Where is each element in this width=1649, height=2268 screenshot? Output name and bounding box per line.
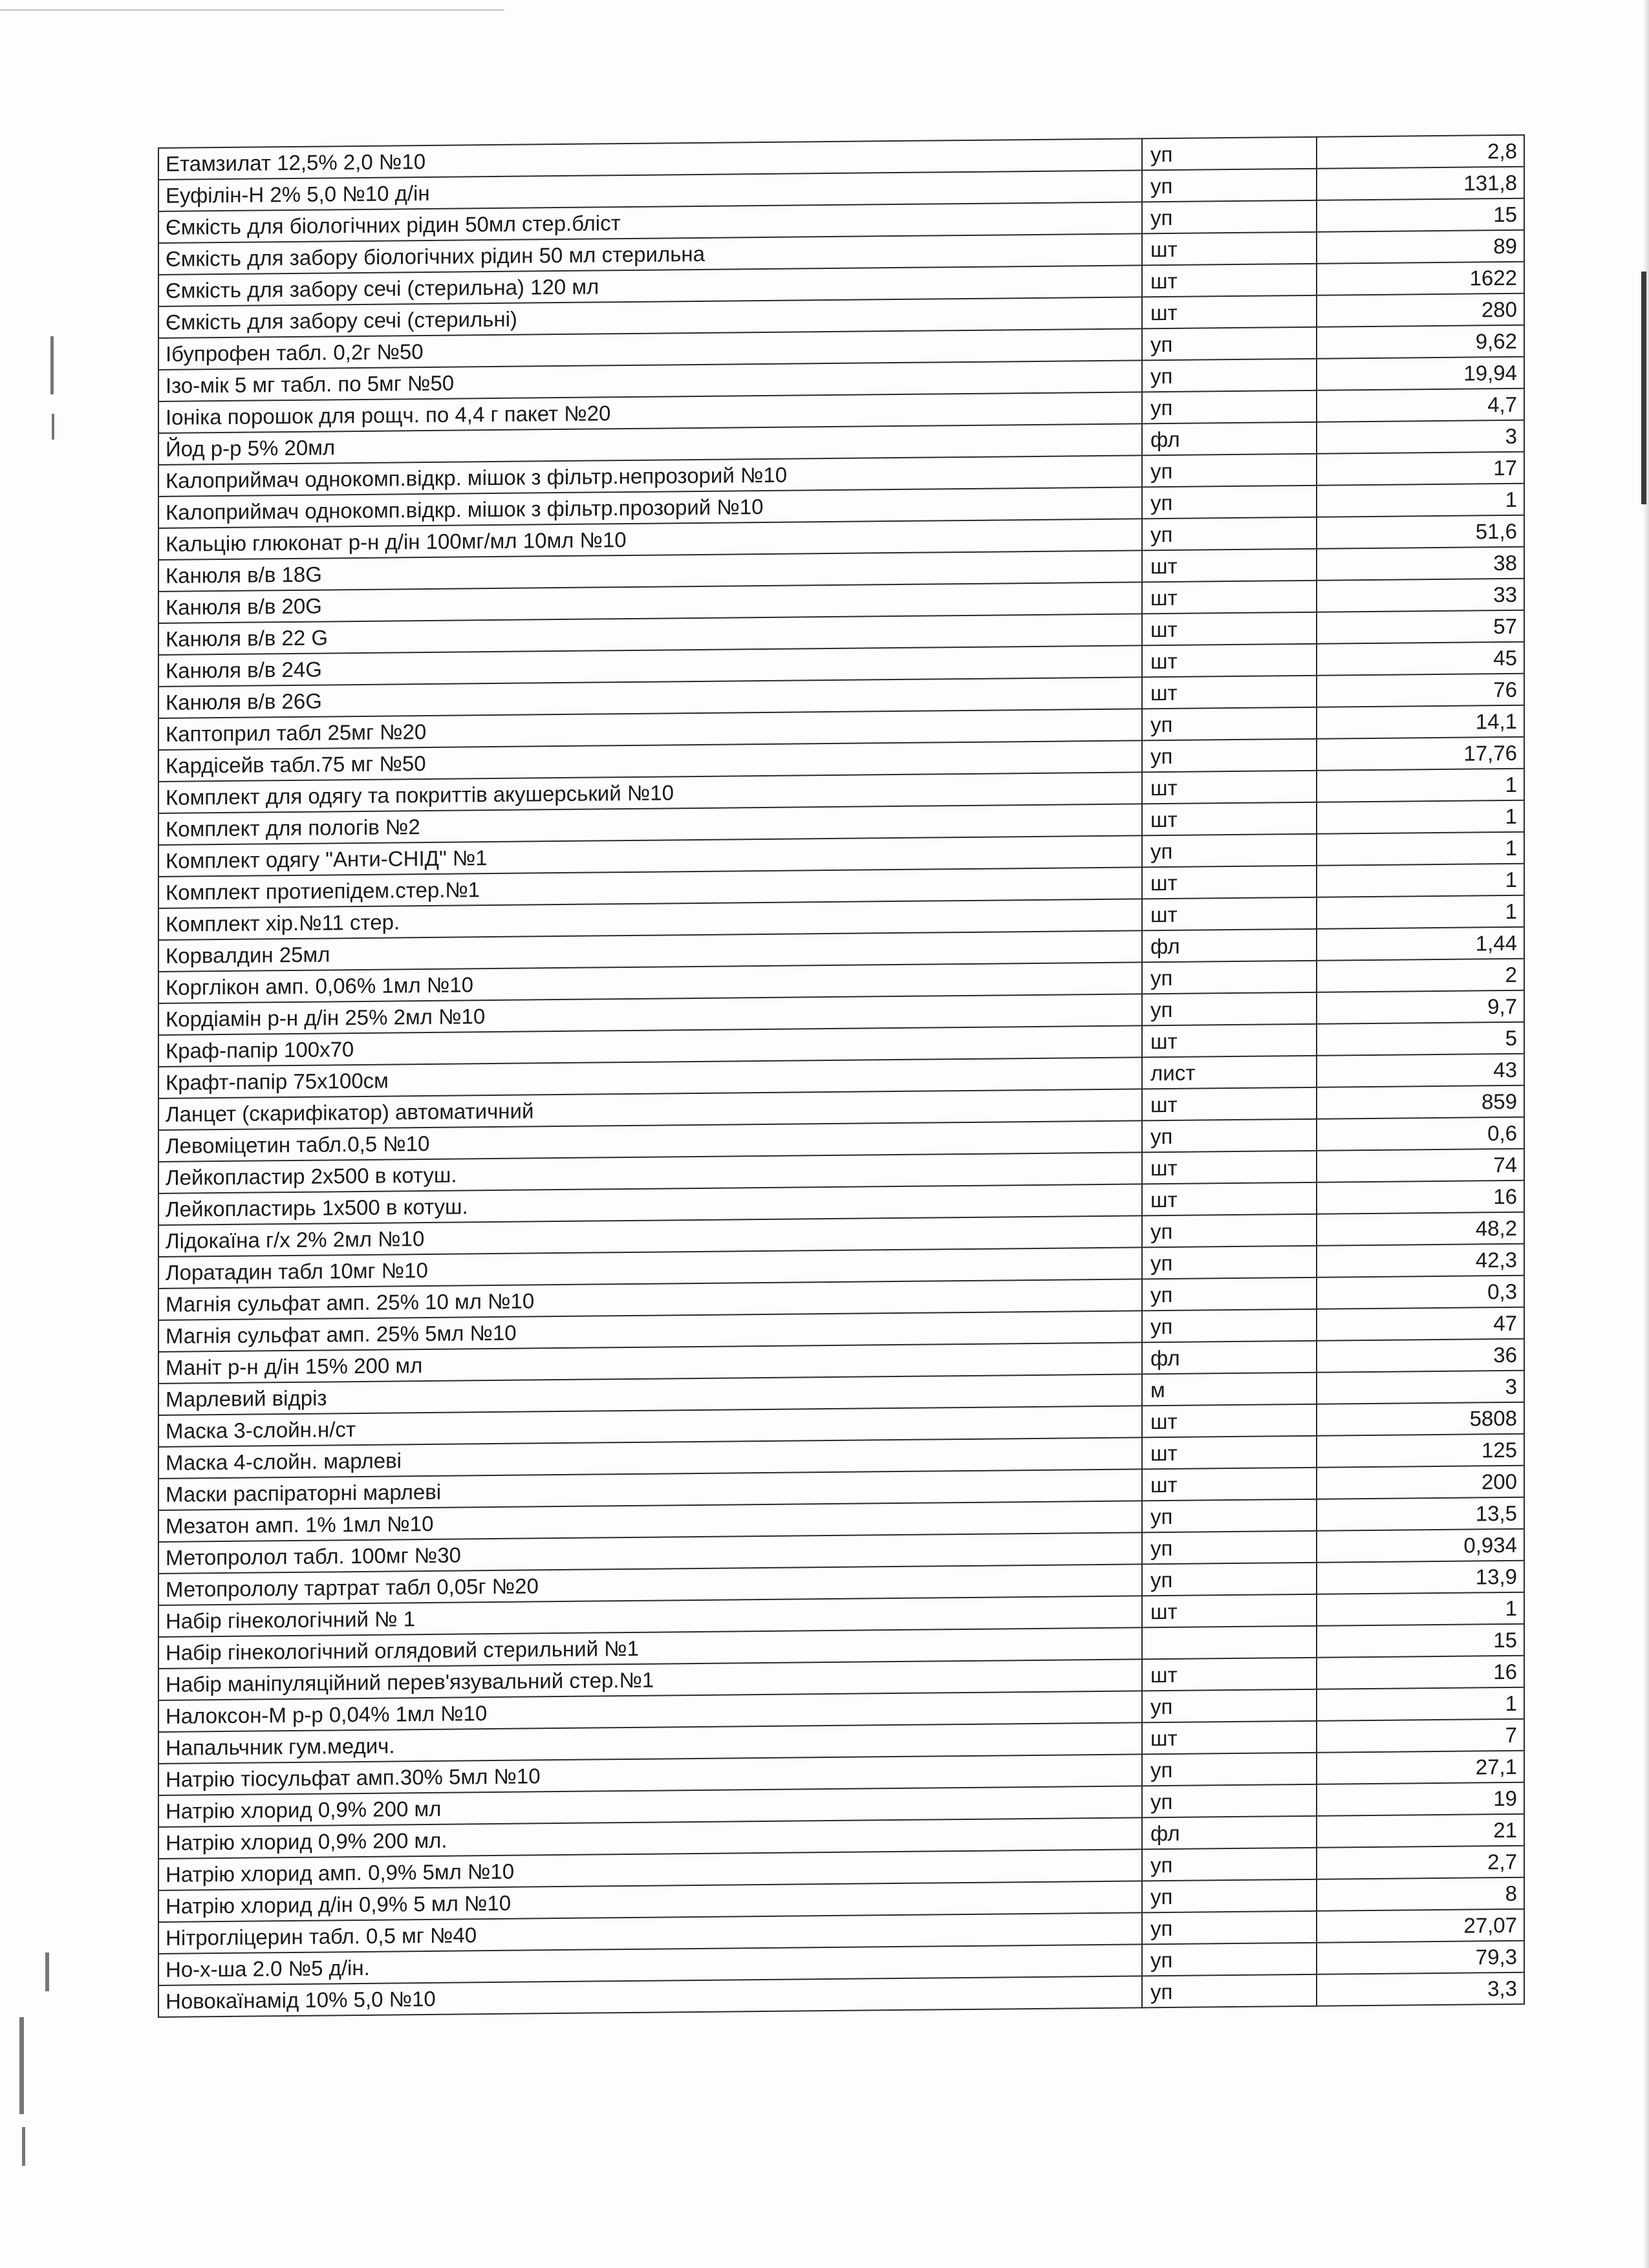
quantity-cell: 0,934 bbox=[1317, 1529, 1524, 1563]
item-name-cell: Натрію хлорид амп. 0,9% 5мл №10 bbox=[158, 1849, 1142, 1890]
quantity-cell: 19,94 bbox=[1317, 357, 1524, 390]
quantity-cell: 1 bbox=[1317, 832, 1524, 866]
quantity-cell: 7 bbox=[1317, 1719, 1524, 1753]
item-name-cell: Каптоприл табл 25мг №20 bbox=[158, 709, 1142, 750]
unit-cell: уп bbox=[1142, 200, 1317, 234]
item-name-cell: Набір гінекологічний № 1 bbox=[158, 1596, 1142, 1637]
quantity-cell: 36 bbox=[1317, 1339, 1524, 1373]
quantity-cell: 17 bbox=[1317, 452, 1524, 486]
scan-speck bbox=[22, 2127, 25, 2166]
item-name-cell: Лейкопластир 2х500 в котуш. bbox=[158, 1152, 1142, 1193]
unit-cell: уп bbox=[1142, 1278, 1317, 1311]
quantity-cell: 3,3 bbox=[1317, 1973, 1524, 2006]
quantity-cell: 200 bbox=[1317, 1466, 1524, 1499]
quantity-cell: 57 bbox=[1317, 610, 1524, 644]
quantity-cell: 74 bbox=[1317, 1149, 1524, 1182]
unit-cell: уп bbox=[1142, 992, 1317, 1026]
item-name-cell: Маска 3-слойн.н/ст bbox=[158, 1406, 1142, 1447]
quantity-cell: 1622 bbox=[1317, 262, 1524, 295]
unit-cell: шт bbox=[1142, 264, 1317, 297]
quantity-cell: 9,62 bbox=[1317, 325, 1524, 359]
item-name-cell: Еуфілін-Н 2% 5,0 №10 д/ін bbox=[158, 170, 1142, 211]
unit-cell: фл bbox=[1142, 1816, 1317, 1850]
item-name-cell: Кордіамін р-н д/ін 25% 2мл №10 bbox=[158, 994, 1142, 1035]
item-name-cell: Натрію хлорид 0,9% 200 мл. bbox=[158, 1817, 1142, 1859]
item-name-cell: Канюля в/в 26G bbox=[158, 677, 1142, 718]
item-name-cell: Ємкість для забору сечі (стерильні) bbox=[158, 297, 1142, 338]
item-name-cell: Лоратадин табл 10мг №10 bbox=[158, 1247, 1142, 1289]
inventory-table bbox=[158, 134, 1525, 2018]
unit-cell: шт bbox=[1142, 1024, 1317, 1058]
item-name-cell: Корвалдин 25мл bbox=[158, 930, 1142, 972]
quantity-cell: 0,3 bbox=[1317, 1276, 1524, 1309]
quantity-cell: 45 bbox=[1317, 642, 1524, 676]
item-name-cell: Нітрогліцерин табл. 0,5 мг №40 bbox=[158, 1912, 1142, 1954]
item-name-cell: Мезатон амп. 1% 1мл №10 bbox=[158, 1501, 1142, 1542]
scan-speck bbox=[19, 2017, 24, 2114]
inventory-table-wrapper bbox=[158, 134, 1524, 2018]
item-name-cell: Левоміцетин табл.0,5 №10 bbox=[158, 1120, 1142, 1162]
unit-cell: шт bbox=[1142, 1468, 1317, 1501]
unit-cell: уп bbox=[1142, 454, 1317, 487]
unit-cell: уп bbox=[1142, 1911, 1317, 1945]
item-name-cell: Натрію хлорид 0,9% 200 мл bbox=[158, 1786, 1142, 1827]
quantity-cell: 15 bbox=[1317, 198, 1524, 232]
quantity-cell: 27,1 bbox=[1317, 1751, 1524, 1784]
unit-cell: шт bbox=[1142, 612, 1317, 646]
item-name-cell: Натрію хлорид д/ін 0,9% 5 мл №10 bbox=[158, 1881, 1142, 1922]
quantity-cell: 3 bbox=[1317, 1371, 1524, 1404]
quantity-cell: 33 bbox=[1317, 579, 1524, 612]
quantity-cell: 43 bbox=[1317, 1054, 1524, 1087]
item-name-cell: Ізо-мік 5 мг табл. по 5мг №50 bbox=[158, 360, 1142, 401]
quantity-cell: 4,7 bbox=[1317, 389, 1524, 422]
item-name-cell: Маски распіраторні марлеві bbox=[158, 1469, 1142, 1510]
quantity-cell: 1 bbox=[1317, 1687, 1524, 1721]
unit-cell: уп bbox=[1142, 486, 1317, 519]
item-name-cell: Новокаїнамід 10% 5,0 №10 bbox=[158, 1976, 1142, 2017]
item-name-cell: Ємкість для біологічних рідин 50мл стер.бліст bbox=[158, 202, 1142, 243]
item-name-cell: Набір гінекологічний оглядовий стерильний №1 bbox=[158, 1627, 1142, 1669]
quantity-cell: 5 bbox=[1317, 1022, 1524, 1056]
unit-cell: шт bbox=[1142, 1436, 1317, 1470]
inventory-table-body bbox=[158, 135, 1524, 2017]
item-name-cell: Магнія сульфат амп. 25% 5мл №10 bbox=[158, 1311, 1142, 1352]
item-name-cell: Калоприймач однокомп.відкр. мішок з фільтр.прозорий №10 bbox=[158, 487, 1142, 528]
item-name-cell: Ібупрофен табл. 0,2г №50 bbox=[158, 328, 1142, 370]
unit-cell: фл bbox=[1142, 1341, 1317, 1375]
unit-cell: уп bbox=[1142, 1309, 1317, 1343]
unit-cell: уп bbox=[1142, 739, 1317, 773]
scan-artifact-top bbox=[0, 9, 504, 11]
item-name-cell: Магнія сульфат амп. 25% 10 мл №10 bbox=[158, 1279, 1142, 1320]
item-name-cell: Канюля в/в 22 G bbox=[158, 614, 1142, 655]
quantity-cell: 9,7 bbox=[1317, 990, 1524, 1024]
unit-cell: уп bbox=[1142, 1499, 1317, 1533]
item-name-cell: Маніт р-н д/ін 15% 200 мл bbox=[158, 1342, 1142, 1384]
scan-speck bbox=[45, 1952, 49, 1991]
unit-cell: уп bbox=[1142, 359, 1317, 392]
quantity-cell: 1 bbox=[1317, 800, 1524, 834]
unit-cell: фл bbox=[1142, 929, 1317, 963]
quantity-cell: 1 bbox=[1317, 484, 1524, 517]
unit-cell: уп bbox=[1142, 1531, 1317, 1565]
quantity-cell: 48,2 bbox=[1317, 1212, 1524, 1246]
unit-cell: уп bbox=[1142, 1879, 1317, 1913]
unit-cell: шт bbox=[1142, 581, 1317, 614]
quantity-cell: 1 bbox=[1317, 864, 1524, 897]
quantity-cell: 0,6 bbox=[1317, 1117, 1524, 1151]
item-name-cell: Лейкопластирь 1х500 в котуш. bbox=[158, 1184, 1142, 1225]
unit-cell: шт bbox=[1142, 1151, 1317, 1184]
unit-cell: лист bbox=[1142, 1056, 1317, 1089]
unit-cell: уп bbox=[1142, 834, 1317, 868]
unit-cell: уп bbox=[1142, 1689, 1317, 1723]
unit-cell: уп bbox=[1142, 961, 1317, 994]
unit-cell: уп bbox=[1142, 1563, 1317, 1596]
quantity-cell: 14,1 bbox=[1317, 705, 1524, 739]
item-name-cell: Налоксон-М р-р 0,04% 1мл №10 bbox=[158, 1691, 1142, 1732]
quantity-cell: 38 bbox=[1317, 547, 1524, 581]
item-name-cell: Іоніка порошок для рощч. по 4,4 г пакет №20 bbox=[158, 392, 1142, 433]
unit-cell: уп bbox=[1142, 1119, 1317, 1153]
quantity-cell: 16 bbox=[1317, 1181, 1524, 1214]
item-name-cell: Напальчник гум.медич. bbox=[158, 1722, 1142, 1764]
unit-cell: шт bbox=[1142, 1087, 1317, 1121]
unit-cell: уп bbox=[1142, 137, 1317, 171]
unit-cell: шт bbox=[1142, 232, 1317, 266]
unit-cell: шт bbox=[1142, 1658, 1317, 1691]
quantity-cell: 1 bbox=[1317, 895, 1524, 929]
quantity-cell: 1 bbox=[1317, 769, 1524, 802]
scan-artifact-mark bbox=[1641, 272, 1646, 504]
quantity-cell: 131,8 bbox=[1317, 167, 1524, 200]
quantity-cell: 79,3 bbox=[1317, 1941, 1524, 1974]
item-name-cell: Кардісейв табл.75 мг №50 bbox=[158, 740, 1142, 782]
unit-cell: шт bbox=[1142, 676, 1317, 709]
unit-cell: уп bbox=[1142, 1943, 1317, 1976]
quantity-cell: 5808 bbox=[1317, 1402, 1524, 1436]
item-name-cell: Метопролол табл. 100мг №30 bbox=[158, 1532, 1142, 1574]
unit-cell: уп bbox=[1142, 327, 1317, 361]
item-name-cell: Ланцет (скарифікатор) автоматичний bbox=[158, 1089, 1142, 1130]
unit-cell: уп bbox=[1142, 390, 1317, 424]
quantity-cell: 21 bbox=[1317, 1814, 1524, 1848]
item-name-cell: Комплект для одягу та покриттів акушерський №10 bbox=[158, 772, 1142, 813]
unit-cell: уп bbox=[1142, 1974, 1317, 2008]
item-name-cell: Канюля в/в 20G bbox=[158, 582, 1142, 623]
scan-speck bbox=[50, 336, 54, 394]
quantity-cell: 1,44 bbox=[1317, 927, 1524, 961]
quantity-cell: 125 bbox=[1317, 1434, 1524, 1468]
item-name-cell: Калоприймач однокомп.відкр. мішок з фільтр.непрозорий №10 bbox=[158, 455, 1142, 497]
item-name-cell: Натрію тіосульфат амп.30% 5мл №10 bbox=[158, 1754, 1142, 1795]
item-name-cell: Комплект одягу "Анти-СНІД" №1 bbox=[158, 835, 1142, 877]
unit-cell: шт bbox=[1142, 295, 1317, 329]
item-name-cell: Ємкість для забору біологічних рідин 50 мл стерильна bbox=[158, 233, 1142, 275]
item-name-cell: Комплект для пологів №2 bbox=[158, 804, 1142, 845]
quantity-cell: 13,9 bbox=[1317, 1561, 1524, 1594]
item-name-cell: Крафт-папір 75х100см bbox=[158, 1057, 1142, 1098]
unit-cell: уп bbox=[1142, 1784, 1317, 1818]
quantity-cell: 2,8 bbox=[1317, 135, 1524, 169]
item-name-cell: Комплект хір.№11 стер. bbox=[158, 899, 1142, 940]
item-name-cell: Но-х-ша 2.0 №5 д/ін. bbox=[158, 1944, 1142, 1985]
item-name-cell: Марлевий відріз bbox=[158, 1374, 1142, 1415]
quantity-cell: 280 bbox=[1317, 294, 1524, 327]
item-name-cell: Комплект протиепідем.стер.№1 bbox=[158, 867, 1142, 908]
quantity-cell: 2 bbox=[1317, 959, 1524, 992]
quantity-cell: 13,5 bbox=[1317, 1497, 1524, 1531]
unit-cell: уп bbox=[1142, 1753, 1317, 1786]
quantity-cell: 89 bbox=[1317, 230, 1524, 264]
quantity-cell: 17,76 bbox=[1317, 737, 1524, 771]
scan-speck bbox=[52, 414, 54, 440]
item-name-cell: Метопрололу тартрат табл 0,05г №20 bbox=[158, 1564, 1142, 1605]
item-name-cell: Кальцію глюконат р-н д/ін 100мг/мл 10мл №10 bbox=[158, 519, 1142, 560]
quantity-cell: 8 bbox=[1317, 1878, 1524, 1911]
unit-cell: шт bbox=[1142, 644, 1317, 678]
quantity-cell: 42,3 bbox=[1317, 1244, 1524, 1278]
item-name-cell: Йод р-р 5% 20мл bbox=[158, 423, 1142, 465]
quantity-cell: 859 bbox=[1317, 1086, 1524, 1119]
item-name-cell: Краф-папір 100х70 bbox=[158, 1025, 1142, 1067]
unit-cell: шт bbox=[1142, 1594, 1317, 1628]
unit-cell: фл bbox=[1142, 422, 1317, 456]
quantity-cell: 76 bbox=[1317, 674, 1524, 707]
item-name-cell: Маска 4-слойн. марлеві bbox=[158, 1437, 1142, 1479]
item-name-cell: Набір маніпуляційний перев'язувальний стер.№1 bbox=[158, 1659, 1142, 1700]
quantity-cell: 27,07 bbox=[1317, 1909, 1524, 1943]
unit-cell: шт bbox=[1142, 802, 1317, 836]
unit-cell: уп bbox=[1142, 517, 1317, 551]
unit-cell: шт bbox=[1142, 771, 1317, 804]
item-name-cell: Лідокаїна г/х 2% 2мл №10 bbox=[158, 1215, 1142, 1257]
quantity-cell: 16 bbox=[1317, 1656, 1524, 1689]
item-name-cell: Канюля в/в 24G bbox=[158, 645, 1142, 687]
quantity-cell: 51,6 bbox=[1317, 515, 1524, 549]
unit-cell: шт bbox=[1142, 866, 1317, 899]
unit-cell: м bbox=[1142, 1373, 1317, 1406]
unit-cell: уп bbox=[1142, 707, 1317, 741]
unit-cell bbox=[1142, 1626, 1317, 1660]
unit-cell: шт bbox=[1142, 1721, 1317, 1755]
quantity-cell: 15 bbox=[1317, 1624, 1524, 1658]
unit-cell: уп bbox=[1142, 1246, 1317, 1279]
unit-cell: шт bbox=[1142, 897, 1317, 931]
unit-cell: шт bbox=[1142, 1182, 1317, 1216]
quantity-cell: 3 bbox=[1317, 420, 1524, 454]
quantity-cell: 19 bbox=[1317, 1782, 1524, 1816]
quantity-cell: 2,7 bbox=[1317, 1846, 1524, 1879]
unit-cell: уп bbox=[1142, 169, 1317, 202]
quantity-cell: 1 bbox=[1317, 1592, 1524, 1626]
item-name-cell: Етамзилат 12,5% 2,0 №10 bbox=[158, 138, 1142, 180]
unit-cell: шт bbox=[1142, 1404, 1317, 1438]
unit-cell: уп bbox=[1142, 1214, 1317, 1248]
item-name-cell: Канюля в/в 18G bbox=[158, 550, 1142, 592]
item-name-cell: Корглікон амп. 0,06% 1мл №10 bbox=[158, 962, 1142, 1003]
unit-cell: уп bbox=[1142, 1848, 1317, 1881]
unit-cell: шт bbox=[1142, 549, 1317, 583]
item-name-cell: Ємкість для забору сечі (стерильна) 120 мл bbox=[158, 265, 1142, 306]
quantity-cell: 47 bbox=[1317, 1307, 1524, 1341]
